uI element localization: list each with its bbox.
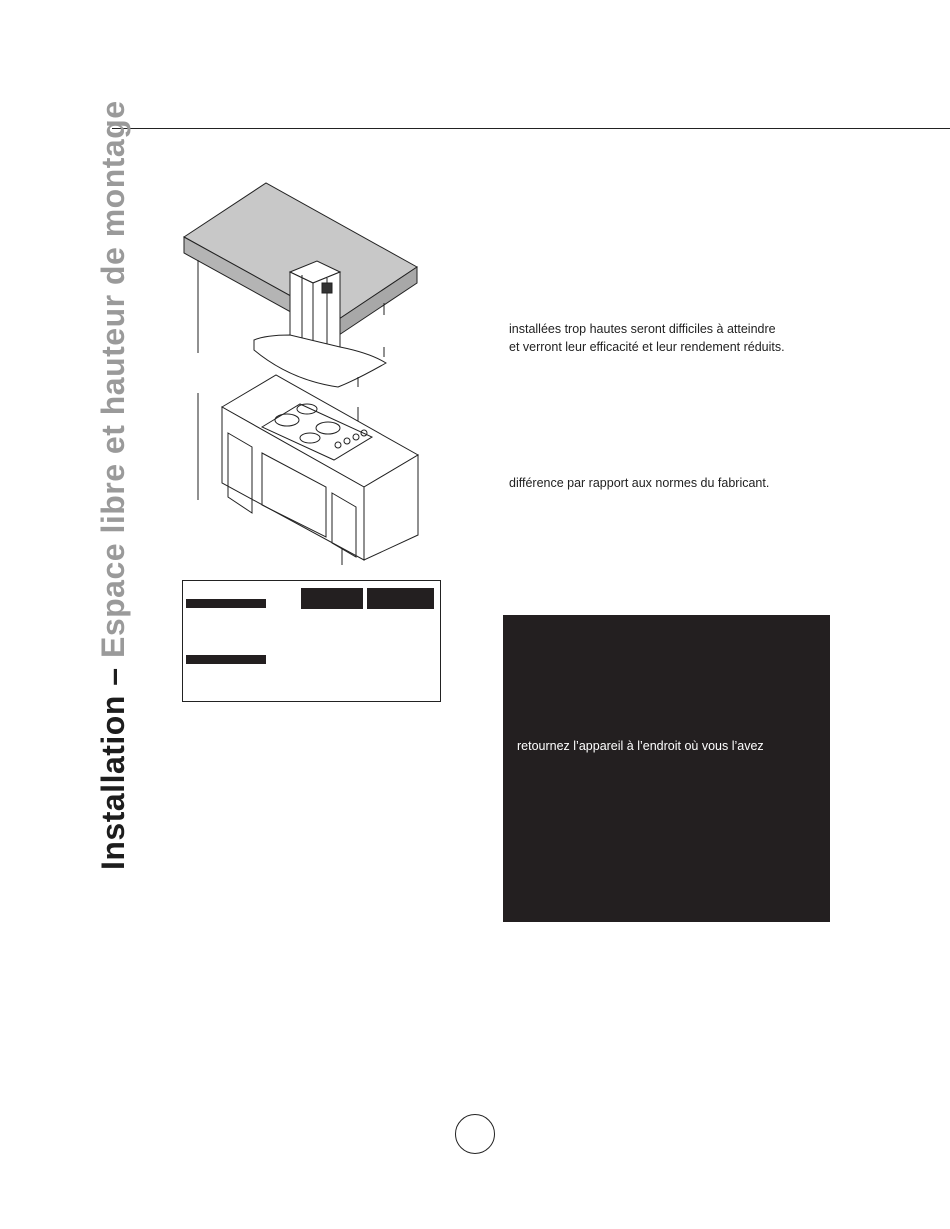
spec-table (182, 580, 441, 702)
body-line: et verront leur efficacité et leur rendement réduits. (509, 340, 785, 354)
spec-table-header-cell (301, 588, 363, 609)
body-line: différence par rapport aux normes du fabricant. (509, 476, 770, 490)
page-number-circle (455, 1114, 495, 1154)
body-line: installées trop hautes seront difficiles à atteindre (509, 322, 776, 336)
notice-text: retournez l’appareil à l’endroit où vous l’avez (517, 739, 764, 753)
range-hood-installation-illustration (170, 175, 440, 580)
spec-table-row-label (186, 655, 266, 664)
page-title-main: Installation (95, 695, 131, 870)
body-paragraph (509, 320, 785, 356)
page-title-separator: – (95, 658, 131, 696)
header-rule (112, 128, 950, 129)
notice-box (503, 615, 830, 922)
body-paragraph (509, 474, 769, 492)
page-title (97, 100, 129, 870)
page-title-sub: Espace libre et hauteur de montage (95, 100, 131, 659)
spec-table-row-label (186, 599, 266, 608)
spec-table-header-cell (367, 588, 434, 609)
